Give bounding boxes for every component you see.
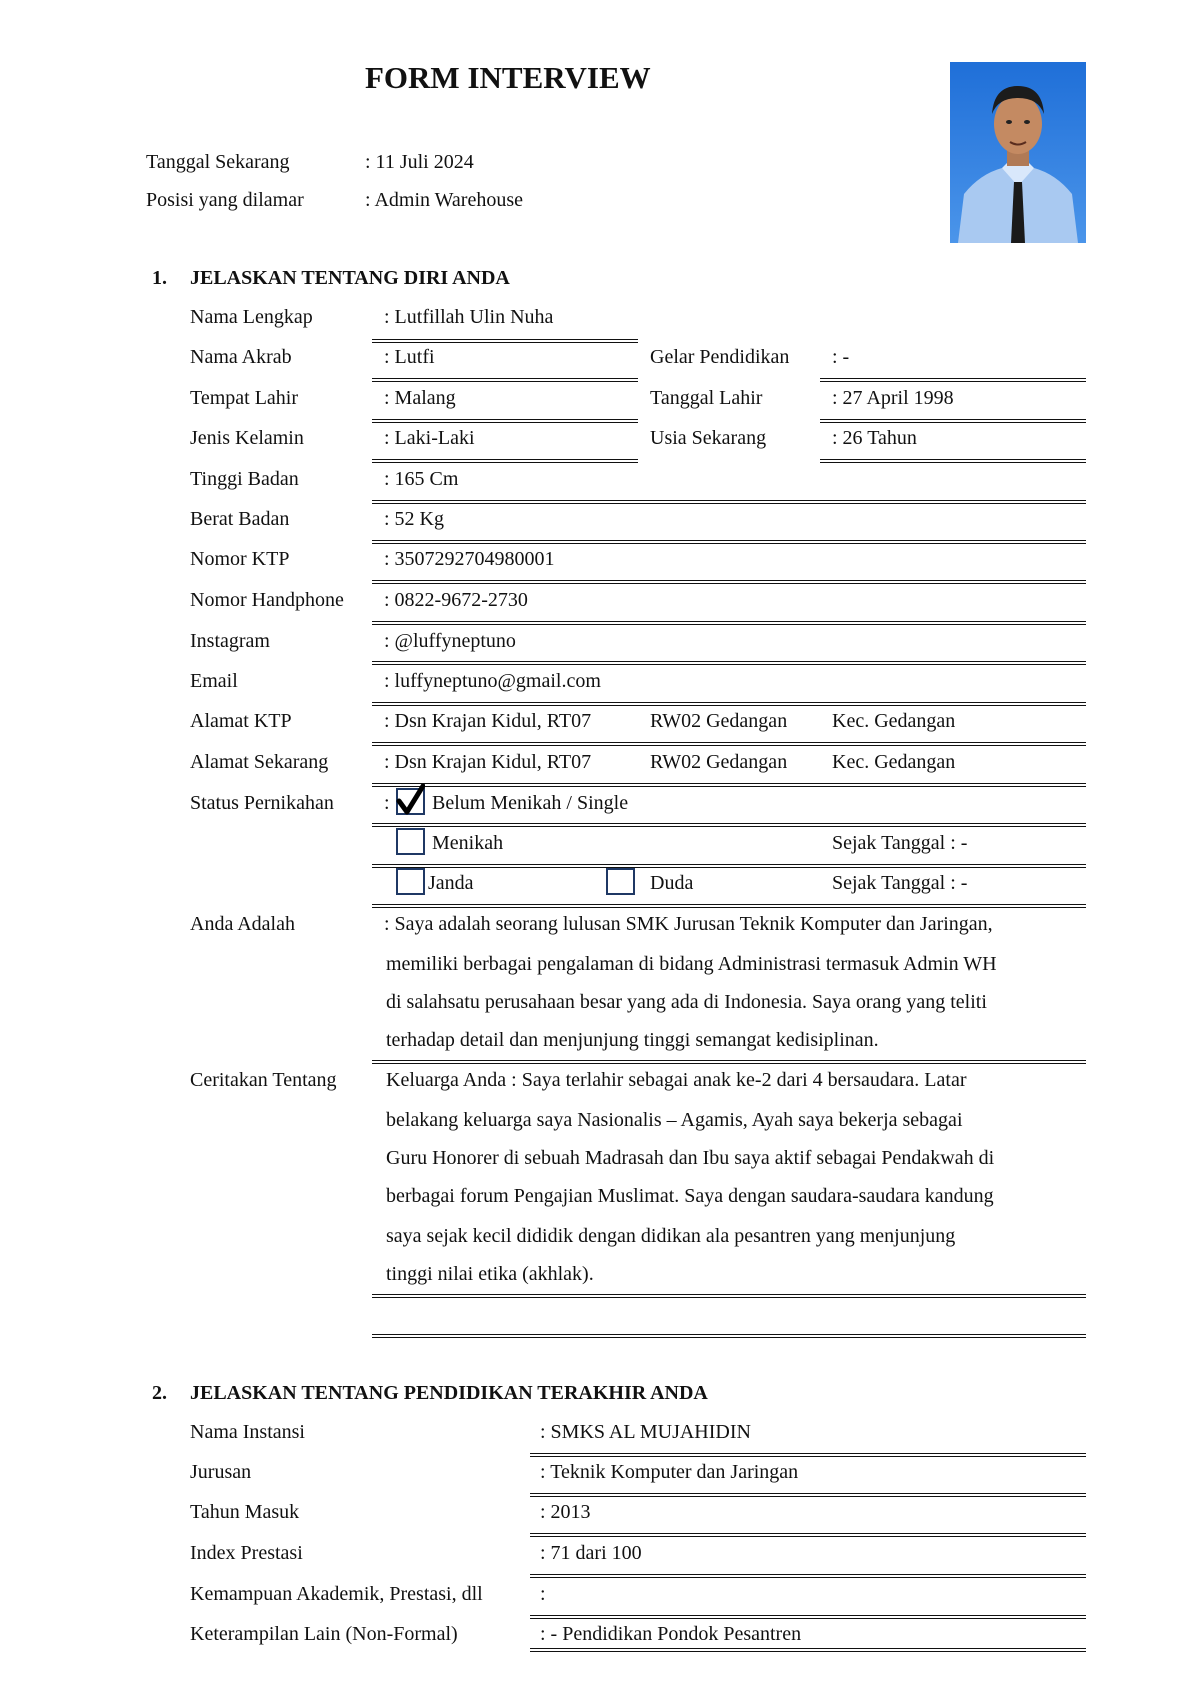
nama-lengkap-value: : Lutfillah Ulin Nuha [384, 306, 554, 328]
index-prestasi-label: Index Prestasi [190, 1542, 303, 1564]
berat-label: Berat Badan [190, 508, 290, 530]
ceritakan-line: belakang keluarga saya Nasionalis – Agamis, Ayah saya bekerja sebagai [386, 1109, 963, 1131]
section-1-number: 1. [152, 267, 167, 289]
field-underline [372, 621, 1086, 625]
sejak-tanggal-2: Sejak Tanggal : - [832, 872, 968, 894]
jurusan-value: : Teknik Komputer dan Jaringan [540, 1461, 799, 1483]
field-underline [372, 783, 1086, 787]
field-underline [372, 1334, 1086, 1338]
jenis-kelamin-label: Jenis Kelamin [190, 427, 304, 449]
field-underline [372, 742, 1086, 746]
hp-value: : 0822-9672-2730 [384, 589, 528, 611]
nama-lengkap-label: Nama Lengkap [190, 306, 313, 328]
alamat-sekarang-value-1: : Dsn Krajan Kidul, RT07 [384, 751, 592, 773]
ceritakan-line: berbagai forum Pengajian Muslimat. Saya dengan saudara-saudara kandung [386, 1185, 994, 1207]
status-label: Status Pernikahan [190, 792, 334, 814]
anda-adalah-line: di salahsatu perusahaan besar yang ada di Indonesia. Saya orang yang teliti [386, 991, 987, 1013]
kemampuan-value: : [540, 1583, 546, 1605]
date-value: : 11 Juli 2024 [365, 151, 474, 173]
gelar-value: : - [832, 346, 850, 368]
field-underline [372, 702, 1086, 706]
anda-adalah-line: memiliki berbagai pengalaman di bidang Administrasi termasuk Admin WH [386, 953, 997, 975]
usia-value: : 26 Tahun [832, 427, 917, 449]
nama-akrab-value: : Lutfi [384, 346, 435, 368]
tempat-lahir-value: : Malang [384, 387, 456, 409]
kemampuan-label: Kemampuan Akademik, Prestasi, dll [190, 1583, 483, 1605]
section-2-number: 2. [152, 1382, 167, 1404]
alamat-ktp-label: Alamat KTP [190, 710, 292, 732]
ktp-value: : 3507292704980001 [384, 548, 555, 570]
field-underline [530, 1648, 1086, 1652]
anda-adalah-label: Anda Adalah [190, 913, 295, 935]
field-underline [530, 1493, 1086, 1497]
ceritakan-line: saya sejak kecil dididik dengan didikan ala pesantren yang menjunjung [386, 1225, 956, 1247]
jenis-kelamin-value: : Laki-Laki [384, 427, 475, 449]
tinggi-value: : 165 Cm [384, 468, 459, 490]
field-underline [372, 864, 1086, 868]
sejak-tanggal-1: Sejak Tanggal : - [832, 832, 968, 854]
tanggal-lahir-label: Tanggal Lahir [650, 387, 763, 409]
status-single-label: Belum Menikah / Single [432, 792, 629, 814]
field-underline [372, 500, 1086, 504]
ceritakan-line: Guru Honorer di sebuah Madrasah dan Ibu saya aktif sebagai Pendakwah di [386, 1147, 995, 1169]
ceritakan-label: Ceritakan Tentang [190, 1069, 337, 1091]
index-prestasi-value: : 71 dari 100 [540, 1542, 642, 1564]
field-underline [530, 1453, 1086, 1457]
tempat-lahir-label: Tempat Lahir [190, 387, 298, 409]
field-underline [530, 1533, 1086, 1537]
checkmark-icon [396, 784, 425, 815]
field-underline [530, 1574, 1086, 1578]
page-title: FORM INTERVIEW [365, 60, 651, 95]
ceritakan-line: Keluarga Anda : Saya terlahir sebagai anak ke-2 dari 4 bersaudara. Latar [386, 1069, 967, 1091]
field-underline [372, 419, 638, 423]
alamat-ktp-value-3: Kec. Gedangan [832, 710, 956, 732]
alamat-sekarang-label: Alamat Sekarang [190, 751, 329, 773]
status-duda-label: Duda [650, 872, 694, 894]
position-value: : Admin Warehouse [365, 189, 523, 211]
status-colon: : [384, 792, 390, 814]
instagram-label: Instagram [190, 630, 270, 652]
section-2-heading: JELASKAN TENTANG PENDIDIKAN TERAKHIR ANDA [190, 1382, 708, 1404]
status-menikah-label: Menikah [432, 832, 504, 854]
tahun-masuk-value: : 2013 [540, 1501, 591, 1523]
field-underline [372, 1294, 1086, 1298]
hp-label: Nomor Handphone [190, 589, 344, 611]
instagram-value: : @luffyneptuno [384, 630, 516, 652]
berat-value: : 52 Kg [384, 508, 444, 530]
profile-photo [950, 62, 1086, 243]
alamat-sekarang-value-2: RW02 Gedangan [650, 751, 788, 773]
tanggal-lahir-value: : 27 April 1998 [832, 387, 954, 409]
checkbox-single[interactable] [396, 788, 425, 815]
field-underline [820, 419, 1086, 423]
date-label: Tanggal Sekarang [146, 151, 290, 173]
field-underline [372, 823, 1086, 827]
tahun-masuk-label: Tahun Masuk [190, 1501, 300, 1523]
ktp-label: Nomor KTP [190, 548, 290, 570]
email-label: Email [190, 670, 238, 692]
field-underline [372, 580, 1086, 584]
checkbox-janda[interactable] [396, 868, 425, 895]
instansi-label: Nama Instansi [190, 1421, 305, 1443]
anda-adalah-line: : Saya adalah seorang lulusan SMK Jurusan Teknik Komputer dan Jaringan, [384, 913, 993, 935]
usia-label: Usia Sekarang [650, 427, 767, 449]
field-underline [372, 378, 638, 382]
alamat-ktp-value-2: RW02 Gedangan [650, 710, 788, 732]
checkbox-menikah[interactable] [396, 828, 425, 855]
field-underline [530, 1615, 1086, 1619]
field-underline [372, 459, 638, 463]
field-underline [820, 378, 1086, 382]
email-value: : luffyneptuno@gmail.com [384, 670, 601, 692]
checkbox-duda[interactable] [606, 868, 635, 895]
position-label: Posisi yang dilamar [146, 189, 304, 211]
field-underline [372, 1060, 1086, 1064]
alamat-sekarang-value-3: Kec. Gedangan [832, 751, 956, 773]
section-1-heading: JELASKAN TENTANG DIRI ANDA [190, 267, 510, 289]
field-underline [372, 540, 1086, 544]
alamat-ktp-value-1: : Dsn Krajan Kidul, RT07 [384, 710, 592, 732]
ceritakan-line: tinggi nilai etika (akhlak). [386, 1263, 594, 1285]
tinggi-label: Tinggi Badan [190, 468, 299, 490]
instansi-value: : SMKS AL MUJAHIDIN [540, 1421, 751, 1443]
field-underline [372, 661, 1086, 665]
nama-akrab-label: Nama Akrab [190, 346, 292, 368]
field-underline [372, 339, 638, 343]
field-underline [820, 459, 1086, 463]
status-janda-label: Janda [428, 872, 474, 894]
jurusan-label: Jurusan [190, 1461, 252, 1483]
field-underline [372, 904, 1086, 908]
gelar-label: Gelar Pendidikan [650, 346, 790, 368]
keterampilan-value: : - Pendidikan Pondok Pesantren [540, 1623, 802, 1645]
keterampilan-label: Keterampilan Lain (Non-Formal) [190, 1623, 458, 1645]
anda-adalah-line: terhadap detail dan menjunjung tinggi semangat kedisiplinan. [386, 1029, 879, 1051]
